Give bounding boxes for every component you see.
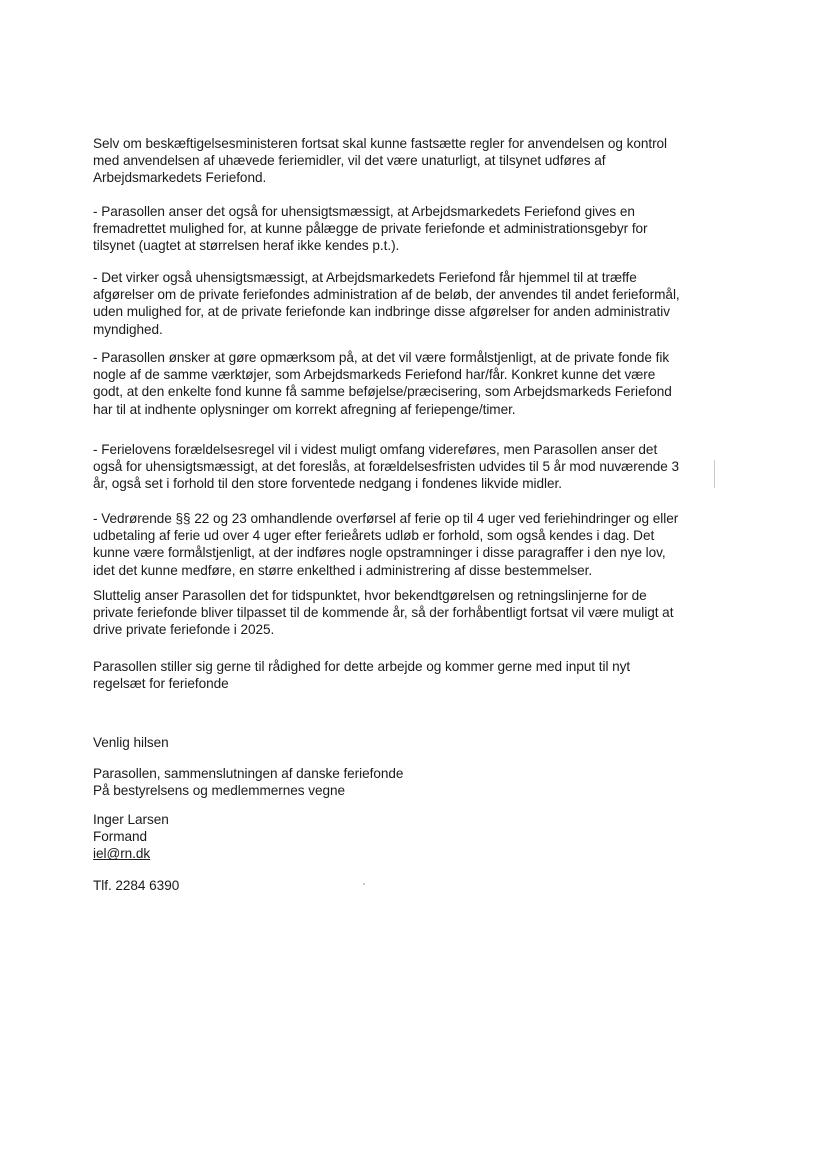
text-line: drive private feriefonde i 2025. — [93, 622, 275, 638]
text-line: afgørelser om de private feriefondes administration af de beløb, der anvendes til andet ferieformål, — [93, 287, 680, 303]
paragraph-tilsyn — [93, 135, 667, 187]
text-line: godt, at den enkelte fond kunne få samme beføjelse/præcisering, som Arbejdsmarkeds Feriefond — [93, 384, 672, 400]
paragraph-foraeldelse — [93, 441, 679, 493]
text-line: idet det kunne medføre, en større enkelthed i administrering af disse bestemmelser. — [93, 562, 593, 578]
text-line: også for uhensigtsmæssigt, at det foreslås, at forældelsesfristen udvides til 5 år mod nuværende 3 — [93, 459, 679, 475]
text-line: Parasollen stiller sig gerne til rådighed for dette arbejde og kommer gerne med input til nyt — [93, 659, 631, 674]
scan-artifact — [714, 460, 715, 488]
paragraph-administrationsgebyr — [93, 203, 648, 255]
text-line: Selv om beskæftigelsesministeren fortsat skal kunne fastsætte regler for anvendelsen og kontrol — [93, 136, 668, 151]
text-line: udbetaling af ferie ud over 4 uger efter ferieårets udløb er forhold, som også kendes i dag. Det — [93, 528, 655, 544]
text-line: private feriefonde bliver tilpasset til de kommende år, så der forhåbentligt fortsat vil være muligt at — [93, 605, 674, 621]
scan-artifact — [363, 883, 365, 885]
phone-number: Tlf. 2284 6390 — [93, 878, 180, 893]
text-line: nogle af de samme værktøjer, som Arbejdsmarkeds Feriefond har/får. Konkret kunne det være — [93, 367, 656, 383]
text-line: Arbejdsmarkedets Feriefond. — [93, 170, 267, 186]
text-line: - Parasollen anser det også for uhensigtsmæssigt, at Arbejdsmarkedets Feriefond gives en — [93, 204, 635, 219]
closing-greeting — [93, 734, 169, 751]
closing-phone — [93, 877, 179, 894]
signatory-title: Formand — [93, 829, 148, 845]
text-line: uden mulighed for, at de private feriefonde kan indbringe disse afgørelser for anden administrativ — [93, 304, 670, 320]
paragraph-sluttelig — [93, 587, 673, 639]
organisation-name: Parasollen, sammenslutningen af danske feriefonde — [93, 766, 404, 781]
signatory-name: Inger Larsen — [93, 812, 169, 827]
text-line: kunne være formålstjenligt, at der indføres nogle opstramninger i disse paragraffer i den nye lov, — [93, 545, 666, 561]
text-line: - Det virker også uhensigtsmæssigt, at Arbejdsmarkedets Feriefond får hjemmel til at træffe — [93, 270, 637, 285]
signatory-email-link[interactable]: iel@rn.dk — [93, 846, 151, 862]
closing-signatory — [93, 811, 169, 863]
greeting-text: Venlig hilsen — [93, 735, 169, 750]
paragraph-afgoerelser — [93, 269, 680, 338]
text-line: myndighed. — [93, 321, 163, 337]
paragraph-paragraffer — [93, 510, 678, 579]
text-line: har til at indhente oplysninger om korrekt afregning af feriepenge/timer. — [93, 401, 516, 417]
text-line: tilsynet (uagtet at størrelsen heraf ikke kendes p.t.). — [93, 238, 400, 254]
text-line: år, også set i forhold til den store forventede nedgang i fondenes likvide midler. — [93, 476, 562, 492]
paragraph-vaerktoejer — [93, 349, 672, 418]
text-line: med anvendelsen af uhævede feriemidler, vil det være unaturligt, at tilsynet udføres af — [93, 153, 606, 169]
text-line: regelsæt for feriefonde — [93, 676, 229, 692]
organisation-behalf: På bestyrelsens og medlemmernes vegne — [93, 783, 346, 799]
text-line: - Ferielovens forældelsesregel vil i videst muligt omfang videreføres, men Parasollen anser det — [93, 442, 658, 457]
text-line: - Vedrørende §§ 22 og 23 omhandlende overførsel af ferie op til 4 uger ved feriehindringer og eller — [93, 511, 679, 526]
paragraph-raadighed — [93, 658, 630, 692]
text-line: fremadrettet mulighed for, at kunne pålægge de private feriefonde et administrationsgebyr for — [93, 221, 648, 237]
text-line: - Parasollen ønsker at gøre opmærksom på, at det vil være formålstjenligt, at de private fonde fik — [93, 350, 670, 365]
closing-organisation — [93, 765, 403, 799]
text-line: Sluttelig anser Parasollen det for tidspunktet, hvor bekendtgørelsen og retningslinjerne for de — [93, 588, 647, 603]
